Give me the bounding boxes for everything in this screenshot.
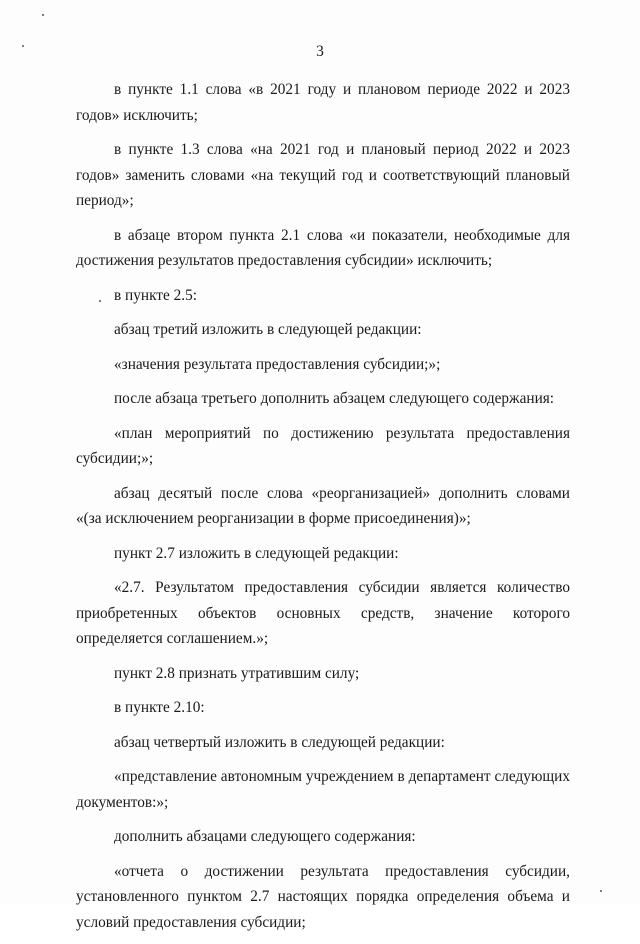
paragraph: в пункте 1.1 слова «в 2021 году и плановом периоде 2022 и 2023 годов» исключить; (76, 81, 570, 124)
paragraph: абзац четвертый изложить в следующей редакции: (114, 733, 445, 751)
paragraph: пункт 2.7 изложить в следующей редакции: (114, 544, 399, 562)
paragraph: пункт 2.8 признать утратившим силу; (114, 664, 360, 682)
paragraph: «2.7. Результатом предоставления субсидии является количество приобретенных объектов основных средств, значение которого определяется соглашением.»; (76, 579, 570, 647)
paragraph: дополнить абзацами следующего содержания: (114, 828, 416, 845)
paragraph: абзац десятый после слова «реорганизацией» дополнить словами «(за исключением реорганизации в форме присоединения)»; (76, 484, 570, 527)
paragraph: в абзаце втором пункта 2.1 слова «и показатели, необходимые для достижения результатов предоставления субсидии» исключить; (76, 226, 570, 269)
paragraph: «представление автономным учреждением в департамент следующих документов:»; (76, 768, 570, 811)
paragraph: после абзаца третьего дополнить абзацем следующего содержания: (114, 390, 555, 407)
paragraph: в пункте 1.3 слова «на 2021 год и плановый период 2022 и 2023 годов» заменить словами «на текущий год и соответствующий плановый период»; (76, 141, 570, 209)
paragraph: «значения результата предоставления субсидии;»; (114, 355, 441, 373)
document-body (76, 77, 570, 944)
paragraph: «план мероприятий по достижению результата предоставления субсидии;»; (76, 424, 570, 467)
paragraph: «отчета о достижении результата предоставления субсидии, установленного пунктом 2.7 настоящих порядка определения объема и условий предоставления субсидии; (76, 862, 570, 931)
page-number: 3 (316, 43, 324, 60)
paragraph: в пункте 2.5: (114, 286, 197, 304)
scan-speck (42, 14, 44, 16)
paragraph: в пункте 2.10: (114, 699, 205, 716)
scan-speck (600, 890, 602, 892)
paragraph: абзац третий изложить в следующей редакции: (114, 321, 422, 338)
